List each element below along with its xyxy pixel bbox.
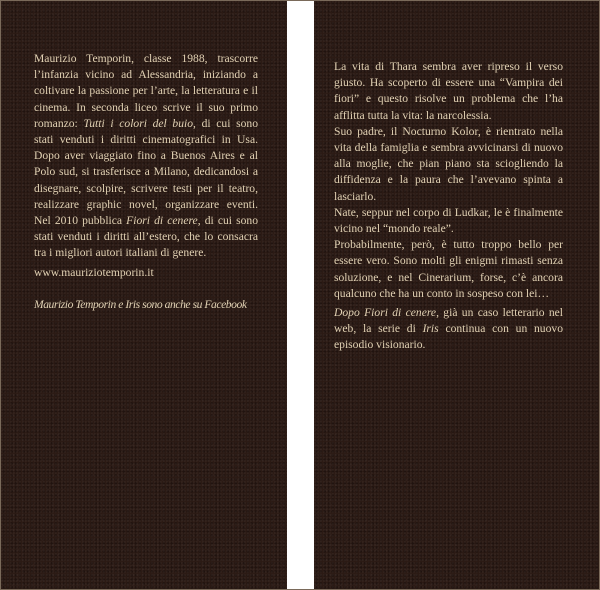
synopsis-paragraph: Suo padre, il Nocturno Kolor, è rientrato nella vita della famiglia e sembra avvicinarsi di nuovo alla moglie, che pian piano sta sciogliendo la diffidenza e la paura che l’avevano spinta a lasciarlo.: [334, 124, 563, 203]
series-note-text-3: continua con un nuovo episodio visionario.: [334, 322, 563, 352]
synopsis-paragraph: Nate, seppur nel corpo di Ludkar, le è finalmente vicino nel “mondo reale”.: [334, 205, 563, 236]
book-title-fiori-di-cenere: Fiori di cenere: [364, 306, 437, 319]
synopsis: [334, 59, 563, 302]
right-flap-panel: [314, 1, 599, 589]
left-flap-panel: [1, 1, 287, 589]
author-bio: [34, 51, 258, 262]
synopsis-paragraph: La vita di Thara sembra aver ripreso il verso giusto. Ha scoperto di essere una “Vampira dei fiori” e questo risolve un problema che l’ha afflitta tutta la vita: la narcolessia.: [334, 60, 563, 122]
flap-gap: [287, 1, 314, 589]
series-note-text-1: Dopo: [334, 306, 365, 319]
author-bio-text-3: , di cui sono stati venduti i diritti all’estero, che lo consacra tra i migliori autori italiani di genere.: [34, 214, 258, 260]
series-note: [334, 305, 563, 354]
series-note-text-2: , già un caso letterario nel web, la serie di: [334, 306, 563, 336]
synopsis-paragraph: Probabilmente, però, è tutto troppo bello per essere vero. Sono molti gli enigmi rimasti senza soluzione, e nel Cinerarium, forse, c’è ancora qualcuno che ha un conto in sospeso con lei…: [334, 238, 563, 300]
series-title-iris: Iris: [422, 322, 439, 336]
book-title-fiori-di-cenere: Fiori di cenere: [126, 214, 198, 228]
author-website: www.mauriziotemporin.it: [34, 266, 154, 279]
author-bio-text-1: Maurizio Temporin, classe 1988, trascorre l’infanzia vicino ad Alessandria, iniziando a coltivare la passione per l’arte, la letteratura e il cinema. In seconda liceo scrive il suo primo romanzo:: [34, 52, 258, 130]
book-title-tutti-i-colori: Tutti i colori del buio: [83, 116, 194, 130]
social-note: Maurizio Temporin e Iris sono anche su Facebook: [34, 298, 247, 311]
author-bio-text-2: , di cui sono stati venduti i diritti cinematografici in Usa. Dopo aver viaggiato fino a Buenos Aires e al Polo sud, si trasferisce a Milano, dedicandosi a disegnare, scolpire, scrivere testi per il teatro, realizzare graphic novel, organizzare eventi. Nel 2010 pubblica: [34, 116, 258, 228]
